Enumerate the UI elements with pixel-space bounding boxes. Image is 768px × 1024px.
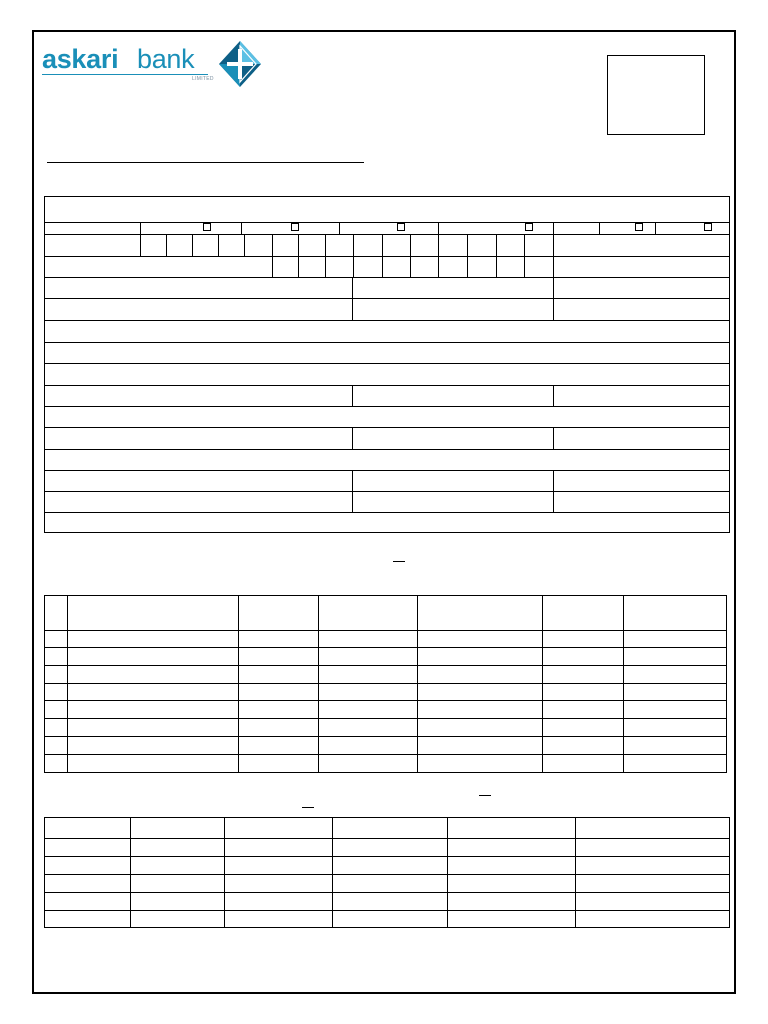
char-box-divider xyxy=(140,234,141,256)
table-col-divider xyxy=(542,596,543,772)
table-col-divider xyxy=(623,596,624,772)
col-divider xyxy=(553,277,554,320)
char-box-divider xyxy=(325,234,326,277)
underline-mark xyxy=(393,561,405,562)
char-box-divider xyxy=(382,234,383,277)
photo-box[interactable] xyxy=(607,55,705,135)
option-checkbox[interactable] xyxy=(397,223,405,231)
askari-bank-diamond-icon xyxy=(218,40,262,88)
row-divider xyxy=(45,320,729,321)
col-divider xyxy=(339,222,340,234)
underline-mark xyxy=(479,795,491,796)
col-divider xyxy=(553,222,554,234)
row-divider xyxy=(45,256,729,257)
char-box-divider xyxy=(438,234,439,277)
char-box-divider xyxy=(353,234,354,277)
option-checkbox[interactable] xyxy=(635,223,643,231)
underline-mark xyxy=(302,807,314,808)
row-divider xyxy=(45,342,729,343)
table-row-divider xyxy=(45,910,729,911)
char-box-divider xyxy=(272,234,273,277)
table-row-divider xyxy=(45,892,729,893)
table-col-divider xyxy=(417,596,418,772)
col-divider xyxy=(553,427,554,449)
table-col-divider xyxy=(130,818,131,927)
char-box-divider xyxy=(496,234,497,277)
table-col-divider xyxy=(238,596,239,772)
col-divider xyxy=(352,427,353,449)
option-checkbox[interactable] xyxy=(704,223,712,231)
char-box-divider xyxy=(244,234,245,256)
char-box-divider xyxy=(218,234,219,256)
option-checkbox[interactable] xyxy=(291,223,299,231)
row-divider xyxy=(45,449,729,450)
table-col-divider xyxy=(447,818,448,927)
applicant-name-line[interactable] xyxy=(47,162,364,163)
col-divider xyxy=(553,385,554,406)
row-divider xyxy=(45,470,729,471)
row-divider xyxy=(45,363,729,364)
row-divider xyxy=(45,512,729,513)
option-checkbox[interactable] xyxy=(525,223,533,231)
table-col-divider xyxy=(332,818,333,927)
row-divider xyxy=(45,277,729,278)
col-divider xyxy=(553,470,554,512)
col-divider xyxy=(352,277,353,320)
char-box-divider xyxy=(410,234,411,277)
table-row-divider xyxy=(45,838,729,839)
table-col-divider xyxy=(575,818,576,927)
table-col-divider xyxy=(224,818,225,927)
personal-details-grid xyxy=(44,196,730,533)
row-divider xyxy=(45,298,729,299)
col-divider xyxy=(241,222,242,234)
logo-limited-text: LIMITED xyxy=(192,76,214,82)
char-box-divider xyxy=(467,234,468,277)
char-box-divider xyxy=(524,234,525,277)
col-divider xyxy=(140,222,141,234)
row-divider xyxy=(45,234,729,235)
row-divider xyxy=(45,385,729,386)
logo-underline xyxy=(42,74,208,75)
char-box-divider xyxy=(298,234,299,277)
col-divider xyxy=(599,222,600,234)
row-divider xyxy=(45,427,729,428)
char-box-divider xyxy=(166,234,167,256)
col-divider xyxy=(655,222,656,234)
table-row-divider xyxy=(45,856,729,857)
col-divider xyxy=(438,222,439,234)
education-table xyxy=(44,595,727,773)
row-divider xyxy=(45,406,729,407)
col-divider xyxy=(352,470,353,512)
row-divider xyxy=(45,491,729,492)
experience-table xyxy=(44,817,730,928)
table-col-divider xyxy=(318,596,319,772)
logo-bank-text: bank xyxy=(137,44,195,74)
logo-askari-text: askari xyxy=(42,44,119,74)
table-col-divider xyxy=(67,596,68,772)
col-divider xyxy=(352,385,353,406)
char-box-divider xyxy=(192,234,193,256)
row-divider xyxy=(45,222,729,223)
char-box-divider xyxy=(553,234,554,277)
table-row-divider xyxy=(45,874,729,875)
option-checkbox[interactable] xyxy=(203,223,211,231)
